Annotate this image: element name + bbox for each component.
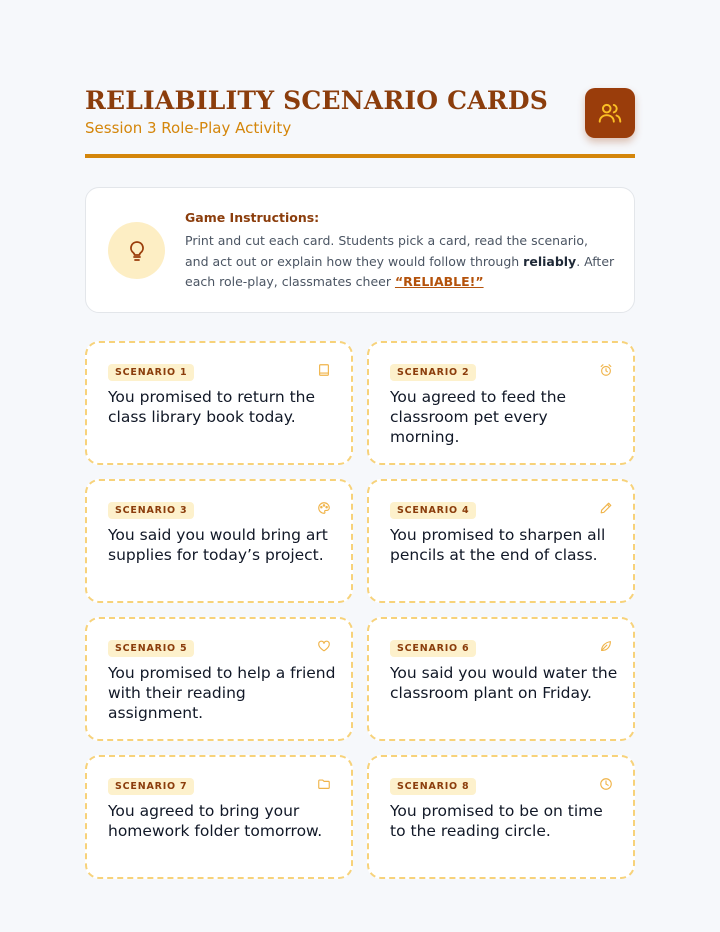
scenario-text: You agreed to bring your homework folder tomorrow. <box>108 802 323 840</box>
scenario-text: You promised to return the class library book today. <box>108 388 316 426</box>
scenario-text: You promised to be on time to the reading circle. <box>390 802 603 840</box>
instructions-heading: Game Instructions: <box>185 210 320 225</box>
palette-icon <box>317 501 331 515</box>
scenario-card-4 <box>367 479 635 603</box>
scenario-card-5 <box>85 617 353 741</box>
scenario-tag: SCENARIO 5 <box>108 640 194 657</box>
scenario-card-7 <box>85 755 353 879</box>
scenario-card-3 <box>85 479 353 603</box>
alarm-clock-icon <box>599 363 613 377</box>
page-title: RELIABILITY SCENARIO CARDS <box>85 86 548 115</box>
book-icon <box>317 363 331 377</box>
scenario-tag: SCENARIO 2 <box>390 364 476 381</box>
scenario-card-2 <box>367 341 635 465</box>
scenario-card-8 <box>367 755 635 879</box>
lightbulb-icon <box>108 222 165 279</box>
scenario-tag: SCENARIO 3 <box>108 502 194 519</box>
scenario-text: You promised to sharpen all pencils at the end of class. <box>390 526 606 564</box>
cheer-word: “RELIABLE!” <box>394 274 484 289</box>
page-header <box>85 86 635 158</box>
scenario-tag: SCENARIO 8 <box>390 778 476 795</box>
clock-icon <box>599 777 613 791</box>
page-subtitle: Session 3 Role-Play Activity <box>85 119 292 137</box>
scenario-tag: SCENARIO 7 <box>108 778 194 795</box>
scenario-text: You said you would bring art supplies for today’s project. <box>108 526 328 564</box>
scenario-card-6 <box>367 617 635 741</box>
instructions-panel <box>85 187 635 313</box>
folder-icon <box>317 777 331 791</box>
instructions-emphasis: reliably <box>523 253 577 269</box>
instructions-text-start: Print and cut each card. Students pick a card, read the scenario, and act out or explain how they would follow through <box>185 233 588 269</box>
instructions-text-middle: . After each role-play, classmates cheer <box>185 253 615 289</box>
plant-icon <box>599 639 613 653</box>
pencil-icon <box>599 501 613 515</box>
scenario-tag: SCENARIO 1 <box>108 364 194 381</box>
scenario-card-1 <box>85 341 353 465</box>
users-icon <box>585 88 635 138</box>
scenario-text: You promised to help a friend with their reading assignment. <box>108 664 336 722</box>
heart-icon <box>317 639 331 653</box>
scenario-tag: SCENARIO 6 <box>390 640 476 657</box>
scenario-text: You said you would water the classroom plant on Friday. <box>390 664 618 702</box>
instructions-text <box>185 231 615 293</box>
scenario-text: You agreed to feed the classroom pet every morning. <box>390 388 567 446</box>
scenario-tag: SCENARIO 4 <box>390 502 476 519</box>
